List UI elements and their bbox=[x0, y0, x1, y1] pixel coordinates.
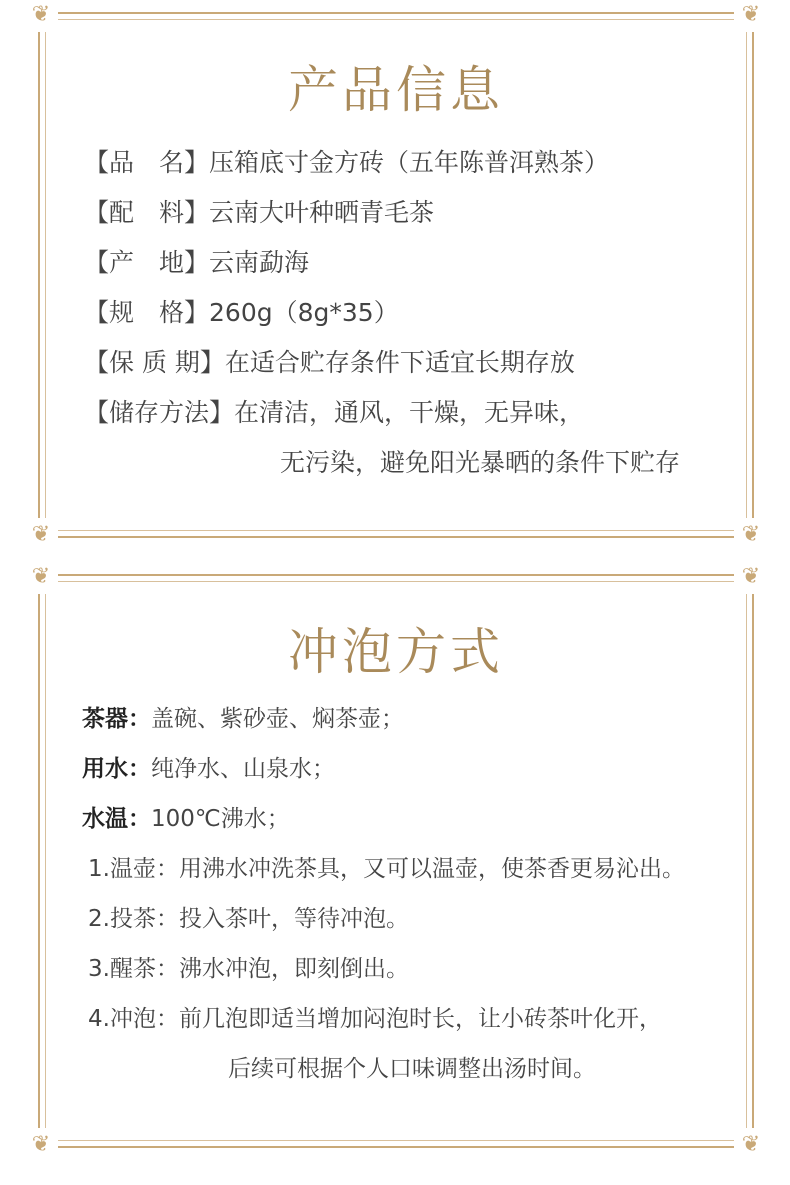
info-value: 无污染，避免阳光暴晒的条件下贮存 bbox=[280, 448, 681, 477]
info-row-storage-continued bbox=[84, 438, 732, 488]
info-label: 【储存方法】 bbox=[84, 398, 235, 427]
info-label: 【保 质 期】 bbox=[84, 348, 225, 377]
brew-step-4 bbox=[82, 994, 732, 1044]
brew-step-2 bbox=[82, 894, 732, 944]
brew-step-label: 4.冲泡： bbox=[88, 1006, 179, 1032]
brew-step-value: 后续可根据个人口味调整出汤时间。 bbox=[228, 1056, 596, 1082]
info-value: 云南大叶种晒青毛茶 bbox=[209, 198, 435, 227]
brew-value: 纯净水、山泉水； bbox=[151, 756, 335, 782]
brew-step-label: 1.温壶： bbox=[88, 856, 179, 882]
info-row-shelf-life bbox=[84, 338, 732, 388]
brew-row-vessel bbox=[82, 694, 732, 744]
brew-step-3 bbox=[82, 944, 732, 994]
info-value: 在清洁，通风，干燥，无异味， bbox=[234, 398, 585, 427]
info-value: 云南勐海 bbox=[209, 248, 310, 277]
scroll-ornament-icon: ❦ bbox=[734, 1128, 768, 1162]
brew-step-value: 用沸水冲洗茶具，又可以温壶，使茶香更易沁出。 bbox=[178, 856, 685, 882]
brew-label: 用水： bbox=[82, 756, 151, 782]
brew-step-label: 3.醒茶： bbox=[88, 956, 179, 982]
brew-row-water bbox=[82, 744, 732, 794]
brew-step-value: 投入茶叶，等待冲泡。 bbox=[178, 906, 409, 932]
brewing-method-title: 冲泡方式 bbox=[288, 623, 504, 681]
product-info-title: 产品信息 bbox=[288, 61, 504, 119]
scroll-ornament-icon: ❦ bbox=[24, 518, 58, 552]
brew-value: 盖碗、紫砂壶、焖茶壶； bbox=[151, 706, 404, 732]
product-info-list bbox=[84, 138, 732, 488]
brewing-method-panel bbox=[31, 564, 761, 1157]
info-label: 【产 地】 bbox=[84, 248, 210, 277]
info-row-origin bbox=[84, 238, 732, 288]
info-value: 压箱底寸金方砖（五年陈普洱熟茶） bbox=[209, 148, 610, 177]
info-row-ingredients bbox=[84, 188, 732, 238]
product-info-panel bbox=[31, 2, 761, 547]
info-value: 260g（8g*35） bbox=[209, 298, 399, 327]
scroll-ornament-icon: ❦ bbox=[734, 560, 768, 594]
brew-label: 茶器： bbox=[82, 706, 151, 732]
info-row-name bbox=[84, 138, 732, 188]
info-row-spec bbox=[84, 288, 732, 338]
brewing-list bbox=[82, 694, 732, 1094]
brew-row-temperature bbox=[82, 794, 732, 844]
scroll-ornament-icon: ❦ bbox=[24, 0, 58, 32]
brew-step-1 bbox=[82, 844, 732, 894]
scroll-ornament-icon: ❦ bbox=[24, 1128, 58, 1162]
brew-step-value: 沸水冲泡，即刻倒出。 bbox=[178, 956, 409, 982]
scroll-ornament-icon: ❦ bbox=[734, 518, 768, 552]
brew-value: 100℃沸水； bbox=[151, 806, 290, 832]
info-label: 【规 格】 bbox=[84, 298, 210, 327]
info-row-storage bbox=[84, 388, 732, 438]
brew-step-4-continued bbox=[82, 1044, 732, 1094]
scroll-ornament-icon: ❦ bbox=[24, 560, 58, 594]
info-label: 【品 名】 bbox=[84, 148, 210, 177]
scroll-ornament-icon: ❦ bbox=[734, 0, 768, 32]
brew-step-value: 前几泡即适当增加闷泡时长，让小砖茶叶化开， bbox=[178, 1006, 662, 1032]
info-label: 【配 料】 bbox=[84, 198, 210, 227]
info-value: 在适合贮存条件下适宜长期存放 bbox=[224, 348, 575, 377]
brew-step-label: 2.投茶： bbox=[88, 906, 179, 932]
brew-label: 水温： bbox=[82, 806, 151, 832]
